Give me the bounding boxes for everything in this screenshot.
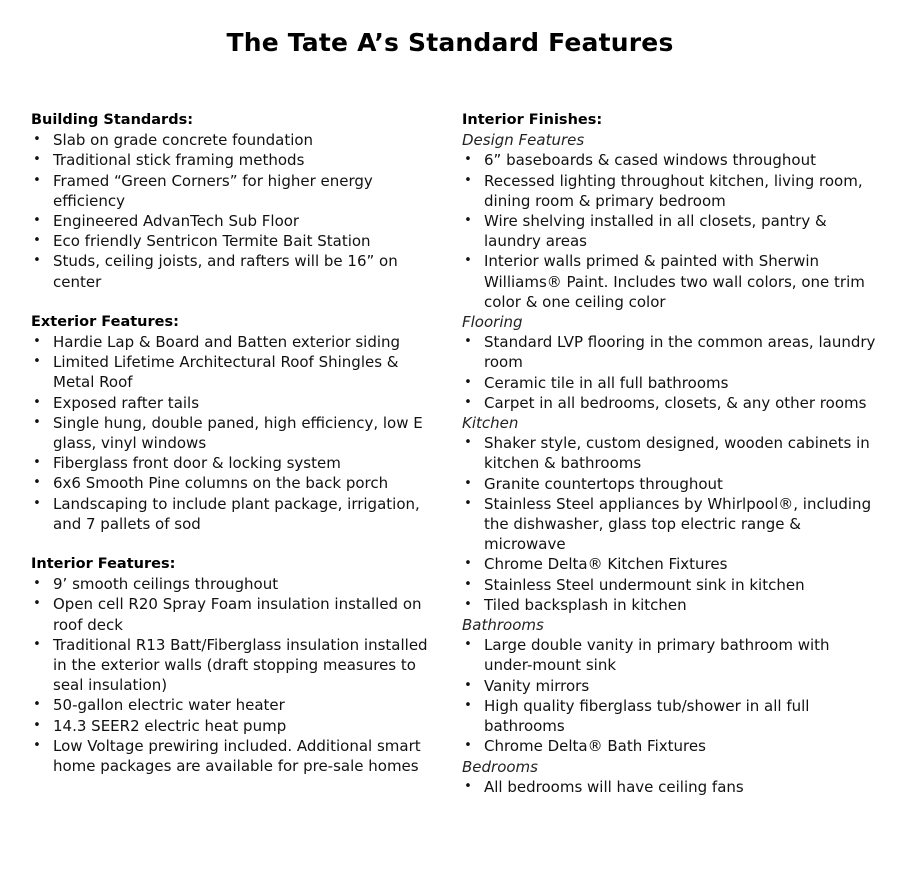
list-item: • All bedrooms will have ceiling fans <box>462 777 882 797</box>
list-item: • Tiled backsplash in kitchen <box>462 595 882 615</box>
bullet-icon: • <box>33 697 41 713</box>
list-item: • Hardie Lap & Board and Batten exterior siding <box>31 332 441 352</box>
list-item: • Slab on grade concrete foundation <box>31 130 441 150</box>
bullet-icon: • <box>33 233 41 249</box>
subheading-kitchen: Kitchen <box>462 414 519 433</box>
bullet-icon: • <box>33 132 41 148</box>
bullet-icon: • <box>33 576 41 592</box>
page-title: The Tate A’s Standard Features <box>226 28 674 57</box>
subheading-flooring: Flooring <box>462 313 523 332</box>
list-item: • Stainless Steel undermount sink in kitchen <box>462 575 882 595</box>
bullet-icon: • <box>464 637 472 653</box>
bullet-icon: • <box>464 697 472 713</box>
list-item: • Framed “Green Corners” for higher energy efficiency <box>31 171 441 211</box>
bullet-icon: • <box>33 213 41 229</box>
bullet-icon: • <box>464 172 472 188</box>
bullet-icon: • <box>464 677 472 693</box>
list-item: • Standard LVP flooring in the common areas, laundry room <box>462 332 882 372</box>
bullet-icon: • <box>33 455 41 471</box>
bullet-icon: • <box>33 475 41 491</box>
bullet-icon: • <box>33 636 41 652</box>
list-item: • 9’ smooth ceilings throughout <box>31 574 441 594</box>
bullet-icon: • <box>464 213 472 229</box>
list-item: • Vanity mirrors <box>462 676 882 696</box>
bullet-icon: • <box>464 576 472 592</box>
bullet-icon: • <box>464 435 472 451</box>
feature-list <box>31 130 441 292</box>
list-item: • Landscaping to include plant package, irrigation, and 7 pallets of sod <box>31 494 441 534</box>
bullet-icon: • <box>464 334 472 350</box>
subheading-bathrooms: Bathrooms <box>462 616 544 635</box>
list-item: • Traditional R13 Batt/Fiberglass insulation installed in the exterior walls (draft stopping measures to seal insulation) <box>31 635 441 696</box>
list-item: • Stainless Steel appliances by Whirlpool®, including the dishwasher, glass top electric range & microwave <box>462 494 882 555</box>
section-interior-finishes <box>462 110 882 797</box>
list-item: • Eco friendly Sentricon Termite Bait Station <box>31 231 441 251</box>
list-item: • Engineered AdvanTech Sub Floor <box>31 211 441 231</box>
bullet-icon: • <box>464 253 472 269</box>
feature-list <box>462 433 882 615</box>
bullet-icon: • <box>33 152 41 168</box>
bullet-icon: • <box>33 172 41 188</box>
list-item: • Granite countertops throughout <box>462 474 882 494</box>
left-column <box>31 110 441 776</box>
bullet-icon: • <box>33 596 41 612</box>
bullet-icon: • <box>464 152 472 168</box>
list-item: • Shaker style, custom designed, wooden cabinets in kitchen & bathrooms <box>462 433 882 473</box>
list-item: • Exposed rafter tails <box>31 393 441 413</box>
section-building-standards <box>31 110 441 292</box>
list-item: • 14.3 SEER2 electric heat pump <box>31 716 441 736</box>
list-item: • Chrome Delta® Bath Fixtures <box>462 736 882 756</box>
list-item: • Interior walls primed & painted with Sherwin Williams® Paint. Includes two wall colors, one trim color & one ceiling color <box>462 251 882 312</box>
list-item: • Studs, ceiling joists, and rafters will be 16” on center <box>31 251 441 291</box>
section-heading: Interior Features: <box>31 556 176 573</box>
section-interior-features <box>31 554 441 776</box>
bullet-icon: • <box>33 414 41 430</box>
section-heading: Building Standards: <box>31 112 194 128</box>
bullet-icon: • <box>464 596 472 612</box>
bullet-icon: • <box>33 394 41 410</box>
list-item: • Fiberglass front door & locking system <box>31 453 441 473</box>
bullet-icon: • <box>464 475 472 491</box>
list-item: • Ceramic tile in all full bathrooms <box>462 373 882 393</box>
section-exterior-features <box>31 312 441 534</box>
list-item: • Low Voltage prewiring included. Additional smart home packages are available for pre-sale homes <box>31 736 441 776</box>
list-item: • 6x6 Smooth Pine columns on the back porch <box>31 473 441 493</box>
list-item: • Recessed lighting throughout kitchen, living room, dining room & primary bedroom <box>462 171 882 211</box>
bullet-icon: • <box>464 778 472 794</box>
bullet-icon: • <box>33 334 41 350</box>
feature-list <box>462 150 882 312</box>
list-item: • Traditional stick framing methods <box>31 150 441 170</box>
list-item: • Chrome Delta® Kitchen Fixtures <box>462 554 882 574</box>
list-item: • Single hung, double paned, high efficiency, low E glass, vinyl windows <box>31 413 441 453</box>
feature-list <box>31 574 441 776</box>
bullet-icon: • <box>33 717 41 733</box>
bullet-icon: • <box>33 495 41 511</box>
bullet-icon: • <box>33 354 41 370</box>
list-item: • Open cell R20 Spray Foam insulation installed on roof deck <box>31 594 441 634</box>
bullet-icon: • <box>33 737 41 753</box>
bullet-icon: • <box>464 738 472 754</box>
bullet-icon: • <box>464 495 472 511</box>
list-item: • Carpet in all bedrooms, closets, & any other rooms <box>462 393 882 413</box>
bullet-icon: • <box>464 394 472 410</box>
section-heading: Exterior Features: <box>31 313 179 330</box>
subheading-design-features: Design Features <box>462 131 585 150</box>
feature-list <box>31 332 441 534</box>
list-item: • High quality fiberglass tub/shower in all full bathrooms <box>462 696 882 736</box>
feature-list <box>462 777 882 797</box>
section-heading: Interior Finishes: <box>462 112 603 128</box>
bullet-icon: • <box>464 374 472 390</box>
list-item: • Limited Lifetime Architectural Roof Shingles & Metal Roof <box>31 352 441 392</box>
subheading-bedrooms: Bedrooms <box>462 757 538 776</box>
list-item: • Wire shelving installed in all closets, pantry & laundry areas <box>462 211 882 251</box>
list-item: • 50-gallon electric water heater <box>31 695 441 715</box>
list-item: • 6” baseboards & cased windows throughout <box>462 150 882 170</box>
feature-list <box>462 332 882 413</box>
bullet-icon: • <box>464 556 472 572</box>
feature-list <box>462 635 882 756</box>
list-item: • Large double vanity in primary bathroom with under-mount sink <box>462 635 882 675</box>
bullet-icon: • <box>33 253 41 269</box>
right-column <box>462 110 882 797</box>
